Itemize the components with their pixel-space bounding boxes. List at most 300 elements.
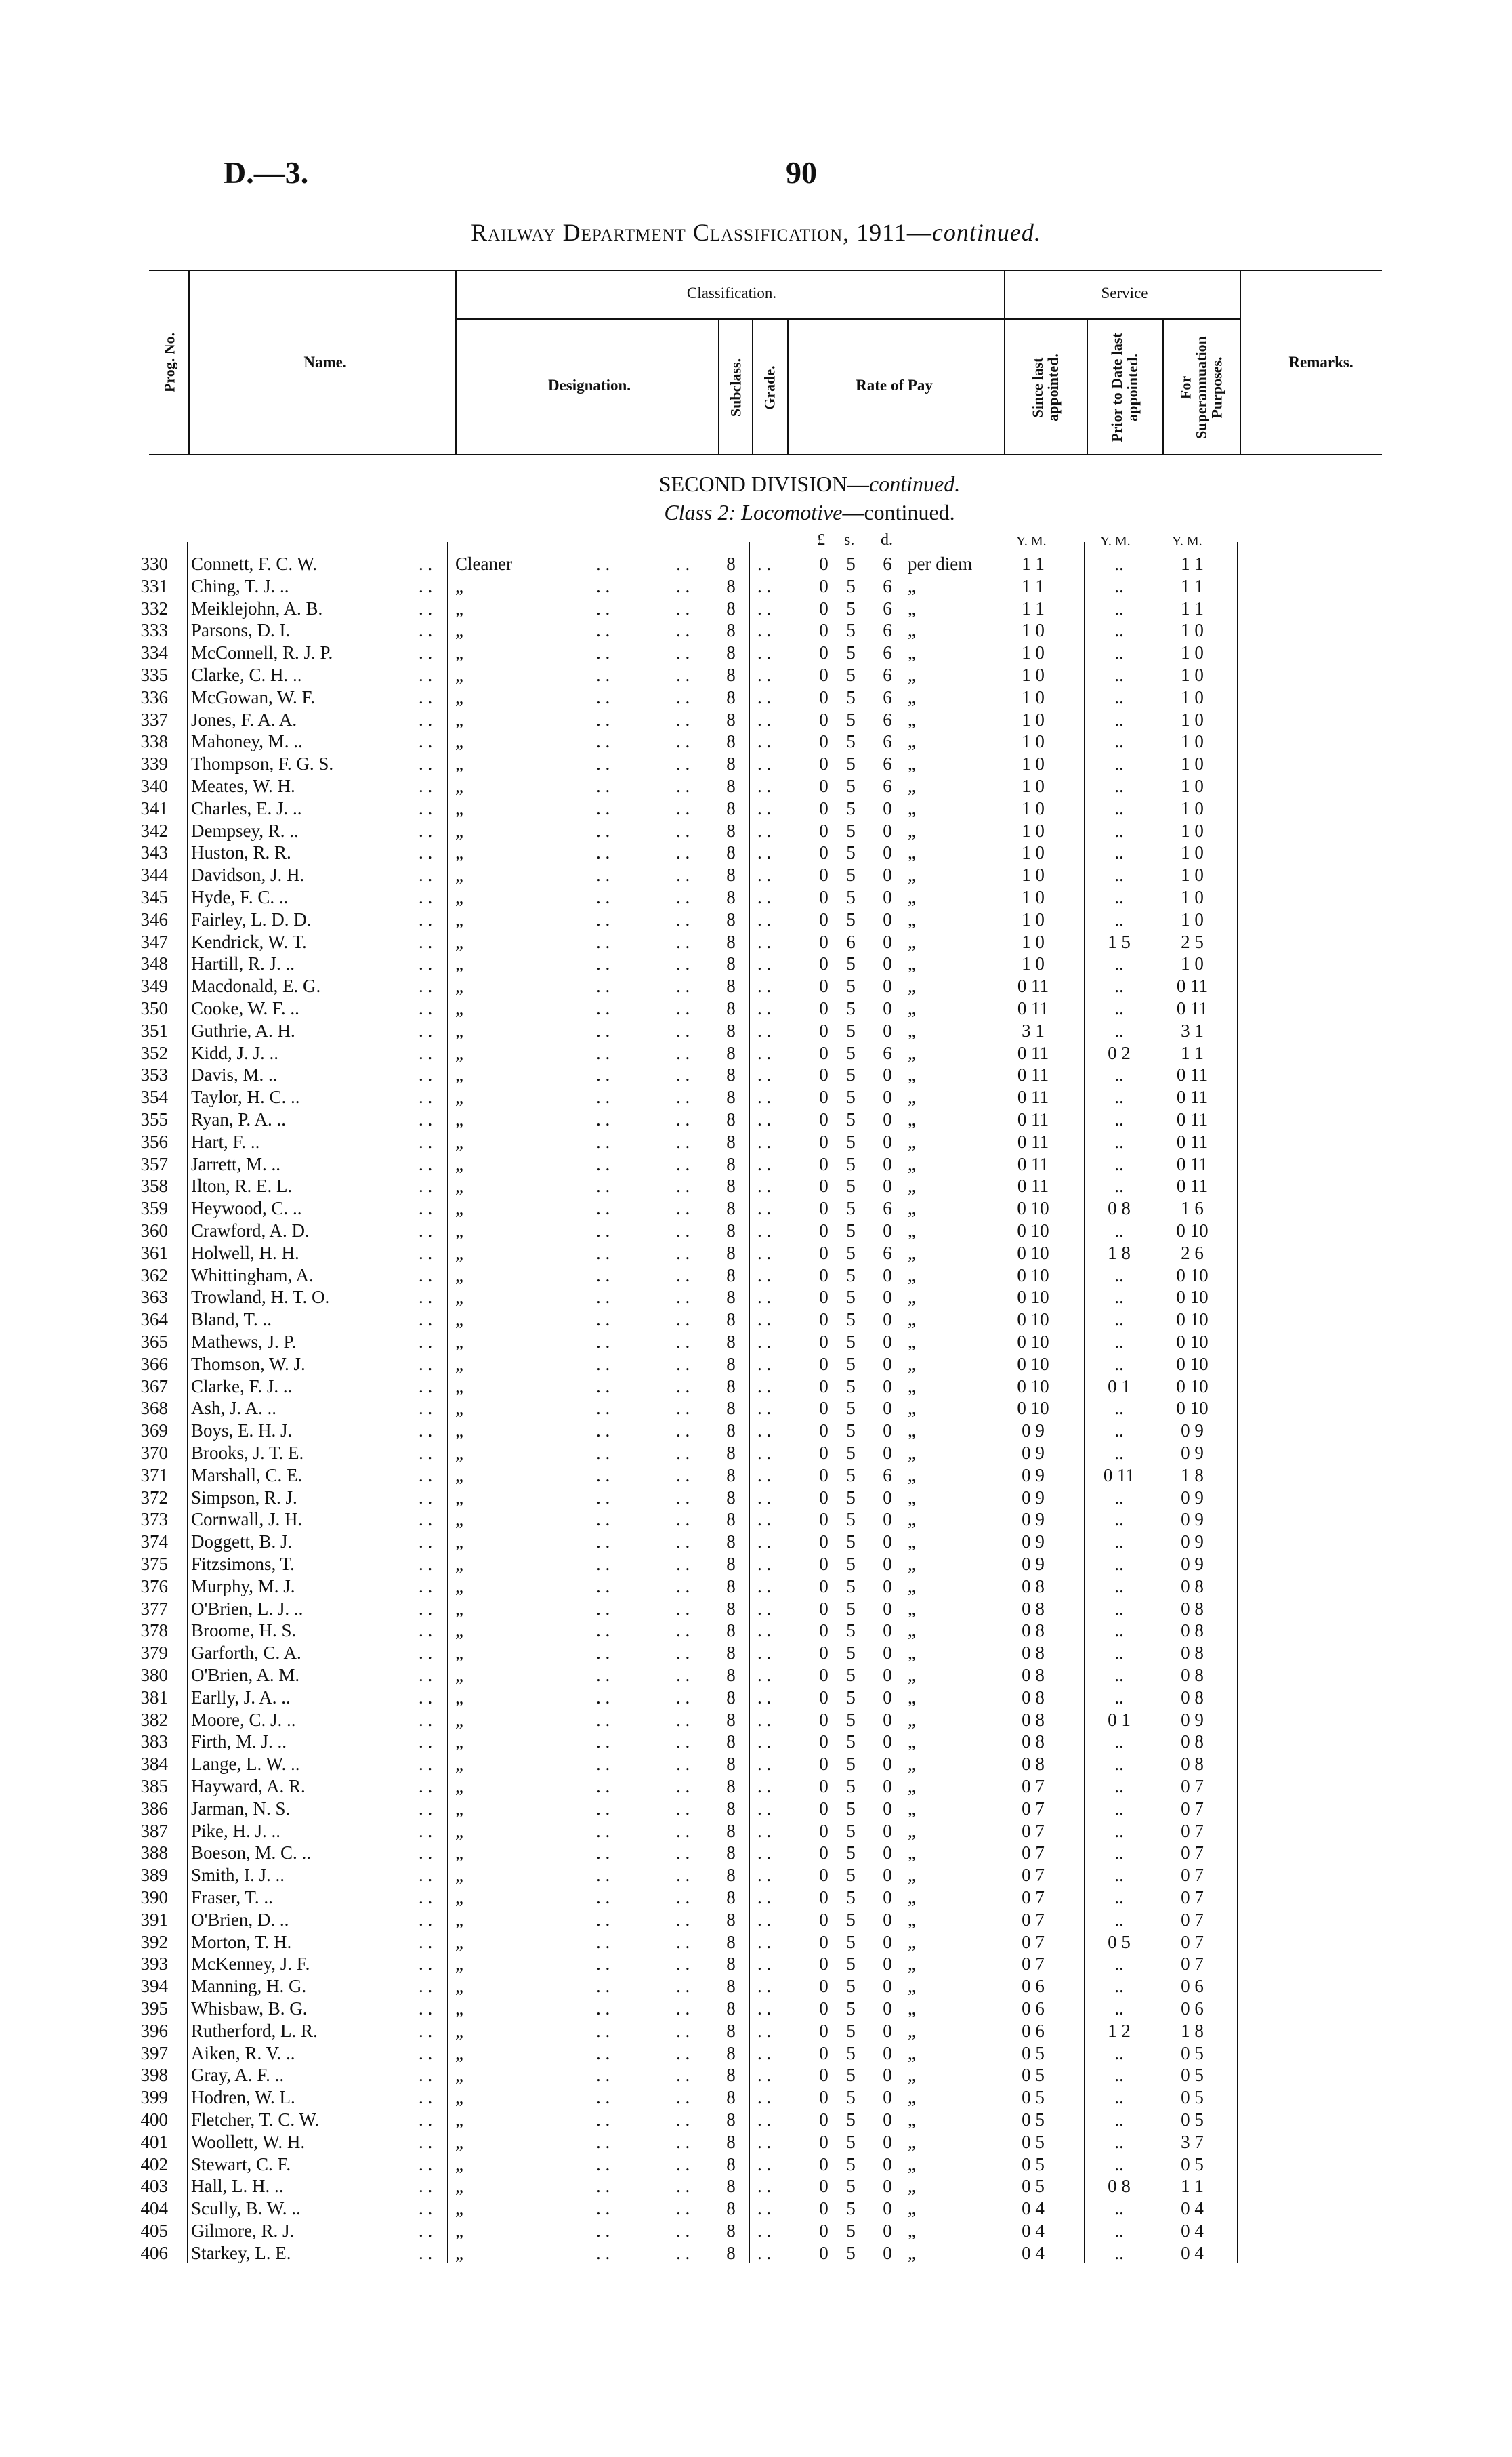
unit-super: Y. M.: [1172, 534, 1202, 549]
division-cont: continued.: [869, 472, 961, 496]
designation-cell: „: [455, 709, 463, 730]
pence-cell: 0: [883, 2087, 892, 2108]
subclass-leader: . .: [676, 2131, 690, 2152]
subclass-cell: 8: [726, 1842, 736, 1863]
name-cell: Hartill, R. J. ..: [191, 953, 295, 974]
prog-no-cell: 331: [140, 575, 168, 596]
table-row: [0, 1420, 1512, 1441]
designation-leader: . .: [596, 820, 610, 841]
name-cell: Davis, M. ..: [191, 1065, 278, 1086]
pounds-cell: 0: [819, 1109, 828, 1130]
designation-leader: . .: [596, 1020, 610, 1041]
table-row: [0, 1820, 1512, 1842]
designation-leader: . .: [596, 753, 610, 775]
per-cell: „: [908, 1464, 916, 1485]
since-last-cell: 1 0: [1022, 642, 1045, 663]
pence-cell: 0: [883, 1709, 892, 1730]
designation-leader: . .: [596, 1531, 610, 1552]
per-cell: „: [908, 1731, 916, 1752]
grade-leader: . .: [757, 976, 772, 997]
per-cell: „: [908, 953, 916, 974]
prior-to-date-cell: ..: [1114, 598, 1124, 619]
designation-leader: . .: [596, 1754, 610, 1775]
shillings-cell: 5: [846, 776, 856, 796]
since-last-cell: 1 0: [1022, 887, 1045, 907]
superannuation-cell: 0 8: [1181, 1665, 1204, 1685]
per-cell: „: [908, 1976, 916, 1997]
name-cell: Brooks, J. T. E.: [191, 1443, 304, 1463]
name-leader: . .: [419, 1998, 433, 2019]
prog-no-cell: 374: [140, 1531, 168, 1552]
name-cell: Hall, L. H. ..: [191, 2176, 284, 2197]
designation-cell: „: [455, 686, 463, 707]
subclass-cell: 8: [726, 798, 736, 819]
header-grade: Grade.: [761, 365, 778, 410]
subclass-cell: 8: [726, 709, 736, 730]
pounds-cell: 0: [819, 1198, 828, 1219]
name-cell: Ash, J. A. ..: [191, 1398, 277, 1419]
subclass-cell: 8: [726, 1464, 736, 1485]
per-cell: „: [908, 1042, 916, 1063]
designation-leader: . .: [596, 2198, 610, 2219]
per-cell: „: [908, 1109, 916, 1130]
unit-since: Y. M.: [1016, 534, 1047, 549]
name-leader: . .: [419, 976, 433, 997]
superannuation-cell: 0 8: [1181, 1731, 1204, 1752]
since-last-cell: 1 0: [1022, 709, 1045, 730]
per-cell: „: [908, 665, 916, 685]
subclass-leader: . .: [676, 1820, 690, 1841]
pence-cell: 6: [883, 686, 892, 707]
name-cell: Jarrett, M. ..: [191, 1153, 280, 1174]
grade-leader: . .: [757, 1509, 772, 1530]
designation-leader: . .: [596, 842, 610, 863]
subclass-leader: . .: [676, 1620, 690, 1641]
designation-cell: „: [455, 2109, 463, 2130]
subclass-leader: . .: [676, 1464, 690, 1485]
superannuation-cell: 0 10: [1176, 1309, 1209, 1330]
prog-no-cell: 337: [140, 709, 168, 730]
grade-leader: . .: [757, 842, 772, 863]
since-last-cell: 0 5: [1022, 2176, 1045, 2197]
per-cell: „: [908, 1509, 916, 1530]
name-leader: . .: [419, 1865, 433, 1886]
since-last-cell: 0 4: [1022, 2221, 1045, 2241]
table-row: [0, 2131, 1512, 2153]
grade-leader: . .: [757, 2221, 772, 2241]
shillings-cell: 5: [846, 1020, 856, 1041]
name-cell: Morton, T. H.: [191, 1931, 292, 1952]
table-row: [0, 709, 1512, 730]
grade-leader: . .: [757, 1487, 772, 1508]
name-cell: Parsons, D. I.: [191, 620, 291, 641]
table-row: [0, 1508, 1512, 1530]
subclass-cell: 8: [726, 1554, 736, 1574]
subclass-leader: . .: [676, 2065, 690, 2086]
table-top-rule: [149, 270, 1382, 271]
per-cell: „: [908, 1598, 916, 1619]
prog-no-cell: 404: [140, 2198, 168, 2219]
name-leader: . .: [419, 2087, 433, 2108]
prog-no-cell: 335: [140, 665, 168, 685]
designation-leader: . .: [596, 1464, 610, 1485]
pence-cell: 0: [883, 1220, 892, 1241]
pence-cell: 6: [883, 1042, 892, 1063]
per-cell: „: [908, 776, 916, 796]
superannuation-cell: 0 9: [1181, 1420, 1204, 1441]
subclass-leader: . .: [676, 776, 690, 796]
shillings-cell: 5: [846, 1598, 856, 1619]
name-cell: Rutherford, L. R.: [191, 2020, 318, 2041]
superannuation-cell: 0 10: [1176, 1287, 1209, 1308]
name-cell: Woollett, W. H.: [191, 2131, 306, 2152]
shillings-cell: 5: [846, 1220, 856, 1241]
designation-leader: . .: [596, 1976, 610, 1997]
table-row: [0, 1753, 1512, 1775]
prog-no-cell: 388: [140, 1842, 168, 1863]
subclass-leader: . .: [676, 976, 690, 997]
designation-cell: „: [455, 1176, 463, 1197]
pounds-cell: 0: [819, 865, 828, 886]
table-row: [0, 1553, 1512, 1575]
subclass-cell: 8: [726, 1575, 736, 1596]
subclass-leader: . .: [676, 1931, 690, 1952]
pence-cell: 0: [883, 2131, 892, 2152]
since-last-cell: 0 8: [1022, 1709, 1045, 1730]
pounds-cell: 0: [819, 1665, 828, 1685]
designation-leader: . .: [596, 598, 610, 619]
pounds-cell: 0: [819, 842, 828, 863]
superannuation-cell: 0 11: [1176, 1131, 1209, 1152]
subclass-cell: 8: [726, 820, 736, 841]
pounds-cell: 0: [819, 1242, 828, 1263]
table-row: [0, 864, 1512, 886]
name-leader: . .: [419, 1264, 433, 1285]
since-last-cell: 0 4: [1022, 2242, 1045, 2263]
name-leader: . .: [419, 1798, 433, 1819]
per-cell: „: [908, 575, 916, 596]
grade-leader: . .: [757, 1575, 772, 1596]
since-last-cell: 1 0: [1022, 953, 1045, 974]
superannuation-cell: 0 9: [1181, 1554, 1204, 1574]
designation-leader: . .: [596, 2065, 610, 2086]
pence-cell: 0: [883, 1176, 892, 1197]
prog-no-cell: 402: [140, 2153, 168, 2174]
per-cell: „: [908, 753, 916, 775]
per-cell: „: [908, 842, 916, 863]
per-cell: „: [908, 1998, 916, 2019]
pounds-cell: 0: [819, 2109, 828, 2130]
prior-to-date-cell: ..: [1114, 686, 1124, 707]
name-cell: Smith, I. J. ..: [191, 1865, 285, 1886]
prior-to-date-cell: ..: [1114, 709, 1124, 730]
header-classification: Classification.: [686, 285, 777, 302]
pence-cell: 0: [883, 976, 892, 997]
name-cell: Davidson, J. H.: [191, 865, 305, 886]
header-remarks: Remarks.: [1288, 354, 1353, 371]
shillings-cell: 5: [846, 686, 856, 707]
class-label: Class 2:: [664, 500, 742, 524]
since-last-cell: 0 8: [1022, 1731, 1045, 1752]
prior-to-date-cell: ..: [1114, 1643, 1124, 1664]
name-cell: O'Brien, L. J. ..: [191, 1598, 303, 1619]
grade-leader: . .: [757, 953, 772, 974]
per-cell: „: [908, 1087, 916, 1108]
designation-cell: „: [455, 931, 463, 952]
grade-leader: . .: [757, 1931, 772, 1952]
prior-to-date-cell: ..: [1114, 953, 1124, 974]
pounds-cell: 0: [819, 887, 828, 907]
name-cell: Moore, C. J. ..: [191, 1709, 296, 1730]
grade-leader: . .: [757, 820, 772, 841]
prog-no-cell: 346: [140, 909, 168, 930]
since-last-cell: 0 9: [1022, 1531, 1045, 1552]
subclass-leader: . .: [676, 1087, 690, 1108]
designation-cell: „: [455, 1220, 463, 1241]
since-last-cell: 0 5: [1022, 2065, 1045, 2086]
grade-leader: . .: [757, 1887, 772, 1907]
prior-to-date-cell: ..: [1114, 1131, 1124, 1152]
since-last-cell: 0 10: [1017, 1376, 1049, 1397]
superannuation-cell: 0 11: [1176, 1087, 1209, 1108]
pence-cell: 0: [883, 2065, 892, 2086]
table-row: [0, 820, 1512, 842]
prior-to-date-cell: ..: [1114, 1420, 1124, 1441]
since-last-cell: 0 11: [1017, 1176, 1049, 1197]
prog-no-cell: 358: [140, 1176, 168, 1197]
name-leader: . .: [419, 2020, 433, 2041]
name-leader: . .: [419, 1554, 433, 1574]
pounds-cell: 0: [819, 1287, 828, 1308]
designation-leader: . .: [596, 1198, 610, 1219]
superannuation-cell: 1 0: [1181, 909, 1204, 930]
shillings-cell: 5: [846, 2242, 856, 2263]
pounds-cell: 0: [819, 1887, 828, 1907]
grade-leader: . .: [757, 1731, 772, 1752]
designation-cell: „: [455, 1842, 463, 1863]
name-leader: . .: [419, 909, 433, 930]
subclass-cell: 8: [726, 1309, 736, 1330]
prog-no-cell: 365: [140, 1331, 168, 1352]
shillings-cell: 5: [846, 2109, 856, 2130]
designation-leader: . .: [596, 2109, 610, 2130]
subclass-leader: . .: [676, 1842, 690, 1863]
subclass-cell: 8: [726, 931, 736, 952]
per-cell: „: [908, 1820, 916, 1841]
grade-leader: . .: [757, 686, 772, 707]
table-row: [0, 1975, 1512, 1997]
table-row: [0, 1909, 1512, 1930]
designation-leader: . .: [596, 642, 610, 663]
prior-to-date-cell: 0 1: [1108, 1709, 1131, 1730]
designation-leader: . .: [596, 1309, 610, 1330]
shillings-cell: 5: [846, 1709, 856, 1730]
designation-leader: . .: [596, 2042, 610, 2063]
shillings-cell: 5: [846, 1998, 856, 2019]
prior-to-date-cell: ..: [1114, 865, 1124, 886]
pounds-cell: 0: [819, 709, 828, 730]
prior-to-date-cell: ..: [1114, 1598, 1124, 1619]
grade-leader: . .: [757, 665, 772, 685]
subclass-leader: . .: [676, 2198, 690, 2219]
prior-to-date-cell: 1 8: [1108, 1242, 1131, 1263]
header-divider-3: [718, 318, 719, 454]
subclass-leader: . .: [676, 887, 690, 907]
prior-to-date-cell: ..: [1114, 1954, 1124, 1975]
shillings-cell: 5: [846, 1865, 856, 1886]
pence-cell: 0: [883, 1487, 892, 1508]
name-leader: . .: [419, 1176, 433, 1197]
designation-leader: . .: [596, 1954, 610, 1975]
designation-cell: „: [455, 976, 463, 997]
header-divider-4: [752, 318, 753, 454]
since-last-cell: 0 7: [1022, 1842, 1045, 1863]
pence-cell: 0: [883, 998, 892, 1018]
since-last-cell: 1 0: [1022, 753, 1045, 775]
table-row: [0, 1242, 1512, 1264]
prog-no-cell: 386: [140, 1798, 168, 1819]
designation-leader: . .: [596, 1287, 610, 1308]
shillings-cell: 5: [846, 820, 856, 841]
pence-cell: 6: [883, 598, 892, 619]
name-cell: Starkey, L. E.: [191, 2242, 291, 2263]
pounds-cell: 0: [819, 1842, 828, 1863]
grade-leader: . .: [757, 1464, 772, 1485]
designation-cell: „: [455, 1620, 463, 1641]
prior-to-date-cell: ..: [1114, 1287, 1124, 1308]
table-row: [0, 775, 1512, 797]
header-prog-no: Prog. No.: [161, 332, 178, 393]
name-leader: . .: [419, 2131, 433, 2152]
since-last-cell: 0 5: [1022, 2131, 1045, 2152]
table-row: [0, 909, 1512, 930]
name-cell: Hayward, A. R.: [191, 1776, 306, 1796]
designation-cell: „: [455, 2242, 463, 2263]
name-leader: . .: [419, 2153, 433, 2174]
grade-leader: . .: [757, 1109, 772, 1130]
shillings-cell: 5: [846, 1575, 856, 1596]
superannuation-cell: 1 1: [1181, 1042, 1204, 1063]
pence-cell: 0: [883, 1420, 892, 1441]
pounds-cell: 0: [819, 1353, 828, 1374]
superannuation-cell: 0 7: [1181, 1820, 1204, 1841]
pounds-cell: 0: [819, 1554, 828, 1574]
subclass-leader: . .: [676, 1220, 690, 1241]
designation-cell: „: [455, 1998, 463, 2019]
name-leader: . .: [419, 1598, 433, 1619]
subclass-leader: . .: [676, 620, 690, 641]
superannuation-cell: 1 1: [1181, 554, 1204, 574]
name-leader: . .: [419, 1020, 433, 1041]
prior-to-date-cell: 0 1: [1108, 1376, 1131, 1397]
pounds-cell: 0: [819, 1153, 828, 1174]
subclass-cell: 8: [726, 1353, 736, 1374]
name-leader: . .: [419, 1709, 433, 1730]
prior-to-date-cell: ..: [1114, 1087, 1124, 1108]
designation-leader: . .: [596, 1820, 610, 1841]
since-last-cell: 1 0: [1022, 931, 1045, 952]
name-leader: . .: [419, 575, 433, 596]
name-cell: Jones, F. A. A.: [191, 709, 297, 730]
designation-cell: „: [455, 1420, 463, 1441]
pounds-cell: 0: [819, 1420, 828, 1441]
name-cell: Crawford, A. D.: [191, 1220, 310, 1241]
subclass-leader: . .: [676, 1198, 690, 1219]
subclass-cell: 8: [726, 2131, 736, 2152]
prior-to-date-cell: ..: [1114, 2087, 1124, 2108]
per-cell: „: [908, 1220, 916, 1241]
prog-no-cell: 371: [140, 1464, 168, 1485]
grade-leader: . .: [757, 1264, 772, 1285]
table-row: [0, 686, 1512, 708]
subclass-leader: . .: [676, 1398, 690, 1419]
superannuation-cell: 0 11: [1176, 998, 1209, 1018]
since-last-cell: 1 0: [1022, 865, 1045, 886]
name-cell: Ilton, R. E. L.: [191, 1176, 293, 1197]
name-cell: Fraser, T. ..: [191, 1887, 273, 1907]
since-last-cell: 0 8: [1022, 1687, 1045, 1708]
shillings-cell: 5: [846, 1731, 856, 1752]
table-row: [0, 1109, 1512, 1130]
since-last-cell: 0 7: [1022, 1954, 1045, 1975]
grade-leader: . .: [757, 1153, 772, 1174]
name-leader: . .: [419, 1042, 433, 1063]
subclass-leader: . .: [676, 1954, 690, 1975]
grade-leader: . .: [757, 909, 772, 930]
pence-cell: 0: [883, 798, 892, 819]
pence-cell: 6: [883, 1242, 892, 1263]
pounds-cell: 0: [819, 1531, 828, 1552]
per-cell: „: [908, 931, 916, 952]
table-row: [0, 2109, 1512, 2130]
pence-cell: 0: [883, 1909, 892, 1930]
subclass-cell: 8: [726, 909, 736, 930]
designation-cell: „: [455, 1931, 463, 1952]
pounds-cell: 0: [819, 1954, 828, 1975]
shillings-cell: 5: [846, 1242, 856, 1263]
subclass-leader: . .: [676, 1153, 690, 1174]
grade-leader: . .: [757, 1353, 772, 1374]
prog-no-cell: 338: [140, 731, 168, 752]
designation-leader: . .: [596, 1887, 610, 1907]
designation-leader: . .: [596, 1842, 610, 1863]
table-row: [0, 1086, 1512, 1108]
pounds-cell: 0: [819, 1042, 828, 1063]
subclass-leader: . .: [676, 909, 690, 930]
designation-cell: „: [455, 865, 463, 886]
prog-no-cell: 392: [140, 1931, 168, 1952]
prog-no-cell: 332: [140, 598, 168, 619]
prog-no-cell: 377: [140, 1598, 168, 1619]
subclass-leader: . .: [676, 1643, 690, 1664]
designation-cell: „: [455, 909, 463, 930]
subclass-leader: . .: [676, 1287, 690, 1308]
header-name: Name.: [303, 354, 347, 371]
pounds-cell: 0: [819, 2176, 828, 2197]
prior-to-date-cell: ..: [1114, 1798, 1124, 1819]
name-leader: . .: [419, 1065, 433, 1086]
prior-to-date-cell: 1 5: [1108, 931, 1131, 952]
pounds-cell: 0: [819, 2042, 828, 2063]
per-cell: „: [908, 998, 916, 1018]
name-cell: Broome, H. S.: [191, 1620, 297, 1641]
prior-to-date-cell: ..: [1114, 1487, 1124, 1508]
designation-leader: . .: [596, 575, 610, 596]
pence-cell: 0: [883, 909, 892, 930]
subclass-cell: 8: [726, 1931, 736, 1952]
name-cell: McKenney, J. F.: [191, 1954, 310, 1975]
since-last-cell: 1 0: [1022, 820, 1045, 841]
